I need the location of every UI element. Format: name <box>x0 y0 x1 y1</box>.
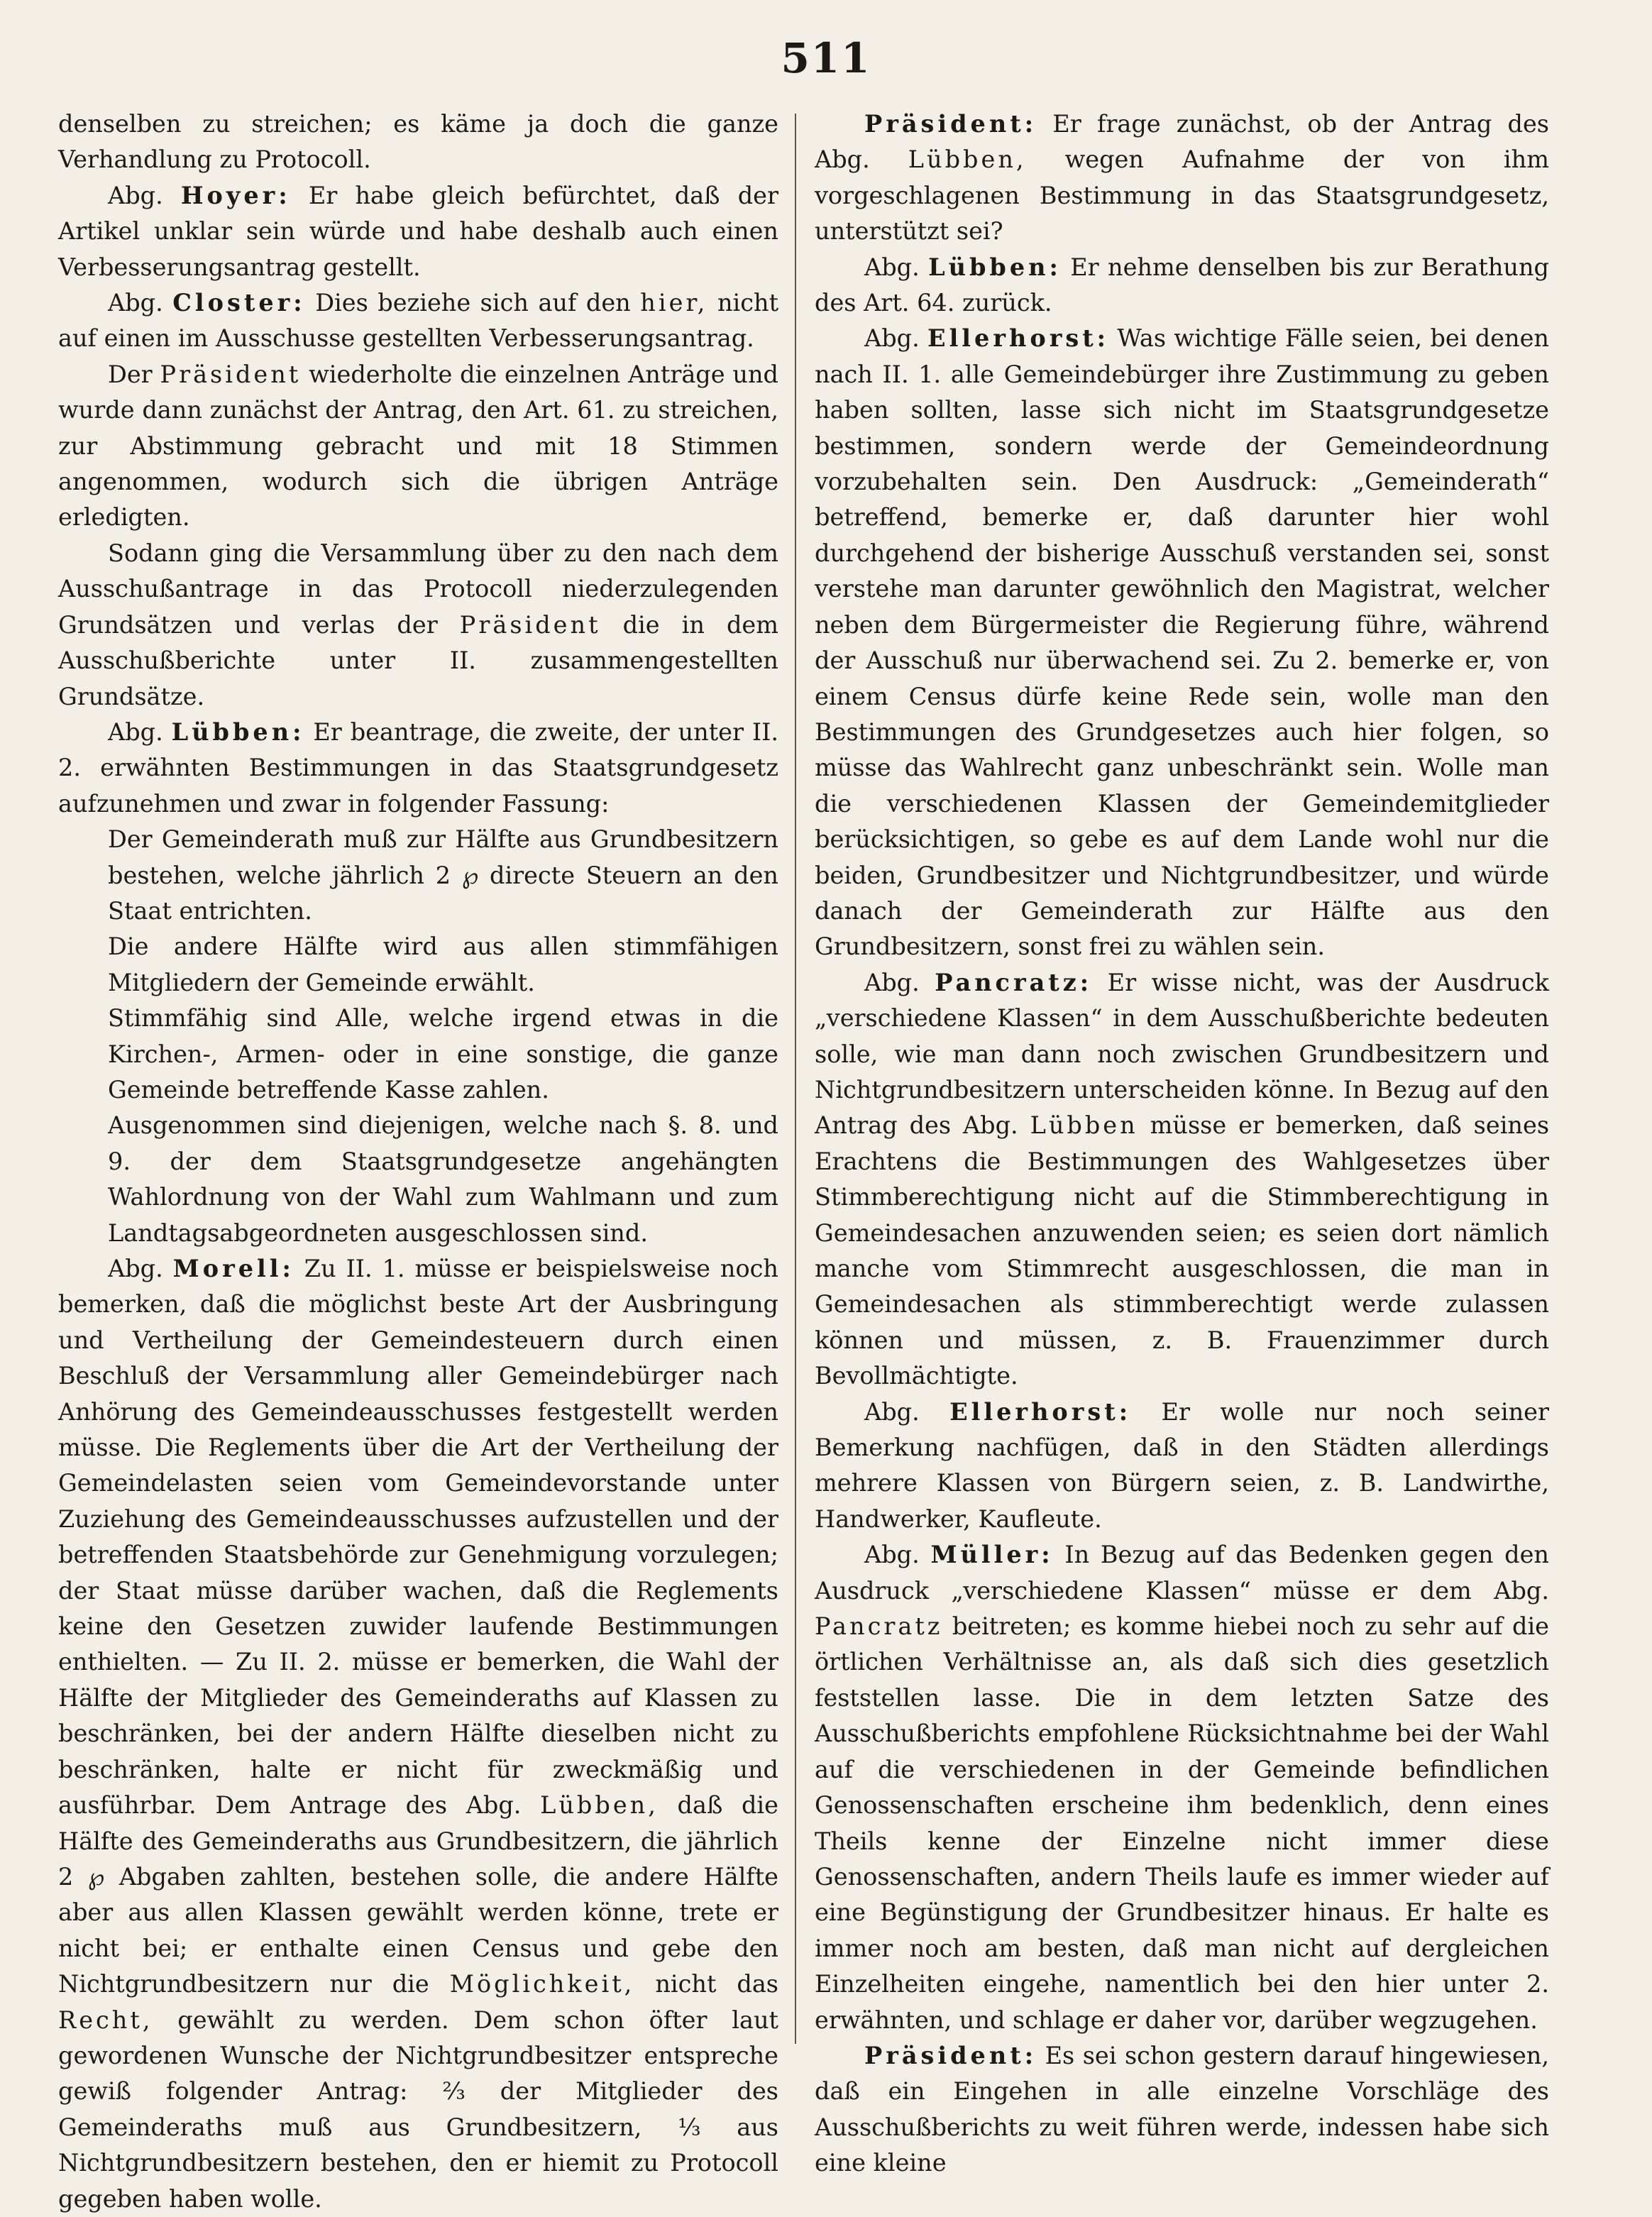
paragraph <box>58 715 778 822</box>
paragraph <box>815 2038 1549 2182</box>
speaker-name: Müller: <box>930 1541 1054 1569</box>
paragraph <box>58 178 778 285</box>
speaker-title: Abg. <box>864 253 920 281</box>
quoted-provision: Die andere Hälfte wird aus allen stimmfähigen Mitgliedern der Gemeinde erwählt. <box>108 933 778 996</box>
column-divider <box>795 114 796 2044</box>
paragraph-text: nicht auf einen im Ausschusse gestellten Verbesserungsantrag. <box>58 289 779 353</box>
speaker-name: Lübben <box>1030 1111 1138 1140</box>
paragraph-text: nicht das <box>655 1970 778 1998</box>
paragraph-text: Zu II. 1. müsse er beispielsweise noch bemerken, daß die möglichst beste Art der Ausbringung und Vertheilung der Gemeindesteuern durch einen Beschluß der Versammlung aller Gemeindebürger nach Anhörung des Gemeindeausschusses festgestellt werden müsse. Die Reglements über die Art der Vertheilung der Gemeindelasten seien vom Gemeindevorstande unter Zuziehung des Gemeindeausschusses aufzustellen und der betreffenden Staatsbehörde zur Genehmigung vorzulegen; der Staat müsse darüber wachen, daß die Reglements keine den Gesetzen zuwider laufende Bestimmungen enthielten. — Zu II. 2. müsse er bemerken, die Wahl der Hälfte der Mitglieder des Gemeinderaths auf Klassen zu beschränken, bei der andern Hälfte dieselben nicht zu beschränken, halte er nicht für zweckmäßig und ausführbar. Dem Antrage des Abg. <box>58 1255 778 1820</box>
speaker-name: Lübben: <box>171 717 305 746</box>
paragraph <box>815 965 1549 1394</box>
quoted-provision: Stimmfähig sind Alle, welche irgend etwas in die Kirchen-, Armen- oder in eine sonstige, die ganze Gemeinde betreffende Kasse zahlen. <box>108 1004 778 1104</box>
speaker-title: Abg. <box>108 289 163 317</box>
paragraph <box>58 285 778 357</box>
paragraph-text: daß die Hälfte des Gemeinderaths aus Grundbesitzern, die jährlich 2 ℘ Abgaben zahlten, bestehen solle, die andere Hälfte aber aus allen Klassen gewählt werden könne, trete er nicht bei; er enthalte einen Census und gebe den Nichtgrundbesitzern nur die <box>58 1791 778 1998</box>
paragraph <box>58 536 778 715</box>
paragraph-text: Er beantrage, die zweite, der unter II. 2. erwähnten Bestimmungen in das Staatsgrundgesetz aufzunehmen und zwar in folgender Fassung: <box>58 717 778 818</box>
paragraph-text: Sodann ging die Versammlung über zu den nach dem Ausschußantrage in das Protocoll niederzulegenden Grundsätzen und verlas der <box>58 539 778 639</box>
speaker-name: Pancratz <box>815 1612 943 1641</box>
paragraph <box>815 250 1549 321</box>
speaker-name: Closter: <box>172 289 306 317</box>
right-column <box>815 106 1550 2177</box>
speaker-name: Hoyer: <box>180 181 291 209</box>
speaker-title: Abg. <box>864 324 920 353</box>
paragraph <box>58 357 778 536</box>
speaker-name: Pancratz: <box>935 968 1093 996</box>
paragraph-text: die in dem Ausschußberichte unter II. zusammengestellten Grundsätze. <box>58 610 779 710</box>
paragraph <box>58 1251 778 2217</box>
left-column <box>58 106 779 2213</box>
paragraph <box>815 106 1549 250</box>
paragraph <box>815 321 1549 964</box>
paragraph-text: Was wichtige Fälle seien, bei denen nach II. 1. alle Gemeindebürger ihre Zustimmung zu geben haben sollten, lasse sich nicht im Staatsgrundgesetze bestimmen, sondern werde der Gemeindeordnung vorzubehalten sein. Den Ausdruck: „Gemeinderath“ betreffend, bemerke er, daß darunter hier wohl durchgehend der bisherige Ausschuß verstanden sei, sonst verstehe man darunter gewöhnlich den Magistrat, welcher neben dem Bürgermeister die Regierung führe, während der Ausschuß nur überwachend sei. Zu 2. bemerke er, von einem Census dürfe keine Rede sein, wolle man den Bestimmungen des Grundgesetzes auch hier folgen, so müsse das Wahlrecht ganz unbeschränkt sein. Wolle man die verschiedenen Klassen der Gemeindemitglieder berücksichtigen, so gebe es auf dem Lande wohl nur die beiden, Grundbesitzer und Nichtgrundbesitzer, und würde danach der Gemeinderath zur Hälfte aus den Grundbesitzern, sonst frei zu wählen sein. <box>815 324 1549 961</box>
paragraph <box>815 1394 1549 1538</box>
speaker-name: Ellerhorst: <box>927 324 1110 353</box>
paragraph-text: Er wolle nur noch seiner Bemerkung nachfügen, daß in den Städten allerdings mehrere Klassen von Bürgern seien, z. B. Landwirthe, Handwerker, Kaufleute. <box>815 1397 1549 1533</box>
speaker-name: Präsident: <box>864 2041 1037 2069</box>
speaker-name: Präsident <box>160 360 302 388</box>
paragraph-text: wiederholte die einzelnen Anträge und wurde dann zunächst der Antrag, den Art. 61. zu streichen, zur Abstimmung gebracht und mit 18 Stimmen angenommen, wodurch sich die übrigen Anträge erledigten. <box>58 360 778 532</box>
speaker-title: Abg. <box>108 717 163 746</box>
paragraph-text: Er frage zunächst, ob der Antrag des Abg. <box>815 110 1549 174</box>
speaker-name: Präsident <box>459 610 601 639</box>
paragraph-text: Er nehme denselben bis zur Berathung des Art. 64. zurück. <box>815 253 1549 317</box>
speaker-title: Abg. <box>864 1397 920 1426</box>
paragraph-text: gewählt zu werden. Dem schon öfter laut gewordenen Wunsche der Nichtgrundbesitzer entspreche gewiß folgender Antrag: ²⁄₃ der Mitglieder des Gemeinderaths muß aus Grundbesitzern, ¹⁄₃ aus Nichtgrundbesitzern bestehen, den er hiemit zu Protocoll gegeben haben wolle. <box>58 2006 778 2213</box>
speaker-name: Lübben, <box>908 145 1027 174</box>
page-number: 511 <box>781 34 871 82</box>
speaker-title: Abg. <box>864 968 920 996</box>
emphasis: hier, <box>640 289 708 317</box>
speaker-title: Abg. <box>108 1255 163 1282</box>
paragraph: denselben zu streichen; es käme ja doch die ganze Verhandlung zu Protocoll. <box>58 110 778 174</box>
paragraph-text: Dies beziehe sich auf den <box>315 289 631 317</box>
speaker-name: Präsident: <box>864 110 1037 138</box>
paragraph <box>815 1537 1549 2038</box>
speaker-title: Abg. <box>864 1541 920 1569</box>
paragraph-text: wegen Aufnahme der von ihm vorgeschlagenen Bestimmung in das Staatsgrundgesetz, unterstützt sei? <box>815 145 1549 246</box>
speaker-title: Abg. <box>108 181 163 209</box>
paragraph-text: Es sei schon gestern darauf hingewiesen, daß ein Eingehen in alle einzelne Vorschläge des Ausschußberichts zu weit führen werde, indessen habe sich eine kleine <box>815 2041 1549 2177</box>
speaker-name: Lübben: <box>928 253 1062 281</box>
paragraph-text: Er habe gleich befürchtet, daß der Artikel unklar sein würde und habe deshalb auch einen Verbesserungsantrag gestellt. <box>58 181 778 281</box>
paragraph-text: Der <box>108 360 153 388</box>
paragraph-text: In Bezug auf das Bedenken gegen den Ausdruck „verschiedene Klassen“ müsse er dem Abg. <box>815 1541 1549 1605</box>
quoted-provision: Ausgenommen sind diejenigen, welche nach §. 8. und 9. der dem Staatsgrundgesetze angehängten Wahlordnung von der Wahl zum Wahlmann und zum Landtagsabgeordneten ausgeschlossen sind. <box>108 1111 778 1247</box>
paragraph-text: beitreten; es komme hiebei noch zu sehr auf die örtlichen Verhältnisse an, als daß sich dies gesetzlich feststellen lasse. Die in dem letzten Satze des Ausschußberichts empfohlene Rücksichtnahme bei der Wahl auf die verschiedenen in der Gemeinde befindlichen Genossenschaften erscheine ihm bedenklich, denn eines Theils kenne der Einzelne nicht immer diese Genossenschaften, andern Theils laufe es immer wieder auf eine Begünstigung der Grundbesitzer hinaus. Er halte es immer noch am besten, daß man nicht auf dergleichen Einzelheiten eingehe, namentlich bei den hier unter 2. erwähnten, und schlage er daher vor, darüber wegzugehen. <box>815 1612 1549 2034</box>
paragraph-text: müsse er bemerken, daß seines Erachtens die Bestimmungen des Wahlgesetzes über Stimmberechtigung nicht auf die Stimmberechtigung in Gemeindesachen anzuwenden seien; es seien dort nämlich manche vom Stimmrecht ausgeschlossen, die man in Gemeindesachen als stimmberechtigt werde zulassen können und müssen, z. B. Frauenzimmer durch Bevollmächtigte. <box>815 1111 1550 1390</box>
speaker-name: Ellerhorst: <box>949 1397 1132 1426</box>
paragraph-text: Er wisse nicht, was der Ausdruck „verschiedene Klassen“ in dem Ausschußberichte bedeuten solle, wie man dann noch zwischen Grundbesitzern und Nichtgrundbesitzern unterscheiden könne. In Bezug auf den Antrag des Abg. <box>815 968 1549 1140</box>
emphasis: Möglichkeit, <box>449 1970 635 1998</box>
speaker-name: Lübben, <box>540 1791 659 1820</box>
quoted-provision: Der Gemeinderath muß zur Hälfte aus Grundbesitzern bestehen, welche jährlich 2 ℘ directe Steuern an den Staat entrichten. <box>108 825 778 925</box>
emphasis: Recht, <box>58 2006 153 2034</box>
speaker-name: Morell: <box>172 1255 294 1282</box>
